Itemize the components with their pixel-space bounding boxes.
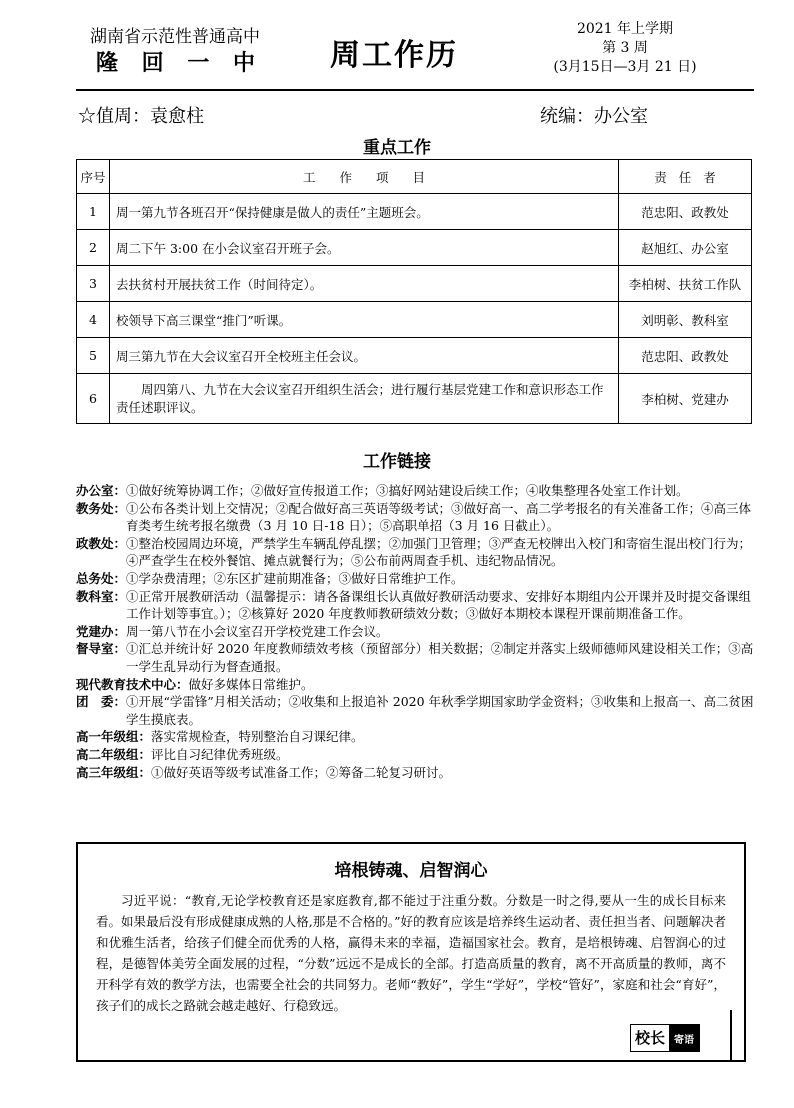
row-no: 2 <box>77 230 110 266</box>
list-item <box>76 588 756 623</box>
dept-label: 督导室： <box>76 641 127 657</box>
dept-label: 教务处： <box>76 500 127 516</box>
dept-label: 党建办： <box>76 623 127 639</box>
duty-info <box>78 102 204 128</box>
dept-text: 落实常规检查，特别整治自习课纪律。 <box>151 729 364 745</box>
dept-label: 高一年级组： <box>76 729 152 745</box>
list-item <box>76 535 756 570</box>
dept-text: 做好多媒体日常维护。 <box>188 676 314 692</box>
editor-name: 办公室 <box>594 106 648 127</box>
dept-text: ①汇总并统计好 2020 年度教师绩效考核（预留部分）相关数据；②制定并落实上级师德师风建设相关工作；③高一学生乱异动行为督查通报。 <box>126 641 754 674</box>
dept-label: 现代教育技术中心： <box>76 676 189 692</box>
principal-message-seal <box>630 1024 700 1052</box>
list-item <box>76 693 756 728</box>
list-item <box>76 746 756 764</box>
header-divider <box>76 89 754 91</box>
row-owner: 范忠阳、政教处 <box>619 338 752 374</box>
quote-text: 习近平说：“教育,无论学校教育还是家庭教育,都不能过于注重分数。分数是一时之得,要从一生的成长目标来看。如果最后没有形成健康成熟的人格,那是不合格的。”好的教育应该是培养终生运动者、责任担当者、问题解决者和优雅生活者，给孩子们健全而优秀的人格，赢得未来的幸福，造福国家社会。教育，是培根铸魂、启智润心的过程，是德智体美劳全面发展的过程，“分数”远远不是成长的全部。打造高质量的教育，离不开高质量的教师，离不开科学有效的教学方法，也需要全社会的共同努力。老师“教好”，学生“学好”，学校“管好”，家庭和社会“育好”，孩子们的成长之路就会越走越好、行稳致远。 <box>96 893 726 1013</box>
table-header-row <box>77 160 752 194</box>
row-owner: 李柏树、党建办 <box>619 374 752 424</box>
list-item <box>76 640 756 675</box>
column-header-owner: 责 任 者 <box>619 160 752 194</box>
seal-divider <box>730 1010 732 1062</box>
row-owner: 李柏树、扶贫工作队 <box>619 266 752 302</box>
duty-label: ☆值周： <box>78 106 150 127</box>
dept-label: 教科室： <box>76 588 127 604</box>
row-task: 周四第八、九节在大会议室召开组织生活会；进行履行基层党建工作和意识形态工作责任述职评议。 <box>110 374 619 424</box>
page-title: 周工作历 <box>330 38 458 73</box>
seal-left-text: 校长 <box>635 1029 666 1047</box>
quote-title: 培根铸魂、启智润心 <box>334 861 488 881</box>
dept-text: ①公布各类计划上交情况；②配合做好高三英语等级考试；③做好高一、高二学考报名的有关准备工作；④高三体育类考生统考报名缴费（3 月 10 日-18 日）；⑤高职单招（3 月 16 日截止）。 <box>126 500 752 534</box>
table-row <box>77 230 752 266</box>
row-owner: 刘明彰、教科室 <box>619 302 752 338</box>
list-item <box>76 482 756 500</box>
row-owner: 范忠阳、政教处 <box>619 194 752 230</box>
row-task: 周一第九节各班召开“保持健康是做人的责任”主题班会。 <box>110 194 619 230</box>
duty-name: 袁愈柱 <box>150 106 204 127</box>
dept-text: ①做好英语等级考试准备工作；②筹备二轮复习研讨。 <box>151 764 452 780</box>
row-owner: 赵旭红、办公室 <box>619 230 752 266</box>
school-short-name: 隆 回 一 中 <box>96 50 263 76</box>
table-row <box>77 302 752 338</box>
dept-text: ①整治校园周边环境，严禁学生车辆乱停乱摆；②加强门卫管理；③严查无校牌出入校门和寄宿生混出校门行为；④严查学生在校外餐馆、摊点就餐行为；⑤公布前两周查手机、违纪物品情况。 <box>126 535 752 569</box>
work-links-title: 工作链接 <box>363 452 431 472</box>
dept-label: 团 委： <box>76 694 127 710</box>
list-item <box>76 764 756 782</box>
list-item <box>76 676 756 694</box>
dept-text: ①开展“学雷锋”月相关活动；②收集和上报追补 2020 年秋季学期国家助学金资料；③收集和上报高一、高二贫困学生摸底表。 <box>126 694 754 727</box>
dept-text: ①做好统筹协调工作；②做好宣传报道工作；③搞好网站建设后续工作；④收集整理各处室工作计划。 <box>126 483 689 498</box>
seal-right-text: 寄语 <box>669 1025 699 1051</box>
dept-label: 高三年级组： <box>76 764 152 780</box>
work-links-list <box>76 482 756 781</box>
dept-text: 评比自习纪律优秀班级。 <box>151 746 289 762</box>
dept-label: 办公室： <box>76 483 127 498</box>
key-work-table <box>76 159 752 424</box>
row-no: 5 <box>77 338 110 374</box>
row-task: 周三第九节在大会议室召开全校班主任会议。 <box>110 338 619 374</box>
term-label: 2021 年上学期 <box>576 21 674 37</box>
editor-info <box>540 102 648 128</box>
column-header-no: 序号 <box>77 160 110 194</box>
dept-label: 总务处： <box>76 570 127 586</box>
date-range: (3月15日—3月 21 日) <box>553 59 697 75</box>
term-info <box>540 20 710 77</box>
row-task: 周二下午 3:00 在小会议室召开班子会。 <box>110 230 619 266</box>
row-no: 6 <box>77 374 110 424</box>
column-header-task: 工 作 项 目 <box>110 160 619 194</box>
dept-label: 高二年级组： <box>76 746 152 762</box>
row-no: 1 <box>77 194 110 230</box>
school-name: 湖南省示范性普通高中 <box>90 27 260 47</box>
row-task: 校领导下高三课堂“推门”听课。 <box>110 302 619 338</box>
key-work-title: 重点工作 <box>363 138 431 158</box>
row-task: 去扶贫村开展扶贫工作（时间待定）。 <box>110 266 619 302</box>
dept-label: 政教处： <box>76 535 127 551</box>
dept-text: 周一第八节在小会议室召开学校党建工作会议。 <box>126 623 389 639</box>
editor-label: 统编： <box>540 106 594 127</box>
dept-text: ①正常开展教研活动（温馨提示：请各备课组长认真做好教研活动要求、安排好本期组内公开课并及时提交备课组工作计划等事宜。）；②核算好 2020 年度教师教研绩效分数；③做好本期校本课程开课前期准备工作。 <box>126 588 752 622</box>
table-row <box>77 266 752 302</box>
table-row <box>77 338 752 374</box>
row-no: 4 <box>77 302 110 338</box>
list-item <box>76 728 756 746</box>
list-item <box>76 623 756 641</box>
table-row <box>77 194 752 230</box>
row-no: 3 <box>77 266 110 302</box>
dept-text: ①学杂费清理；②东区扩建前期准备；③做好日常维护工作。 <box>126 570 464 586</box>
list-item <box>76 570 756 588</box>
list-item <box>76 500 756 535</box>
table-row <box>77 374 752 424</box>
week-label: 第 3 周 <box>602 40 648 56</box>
